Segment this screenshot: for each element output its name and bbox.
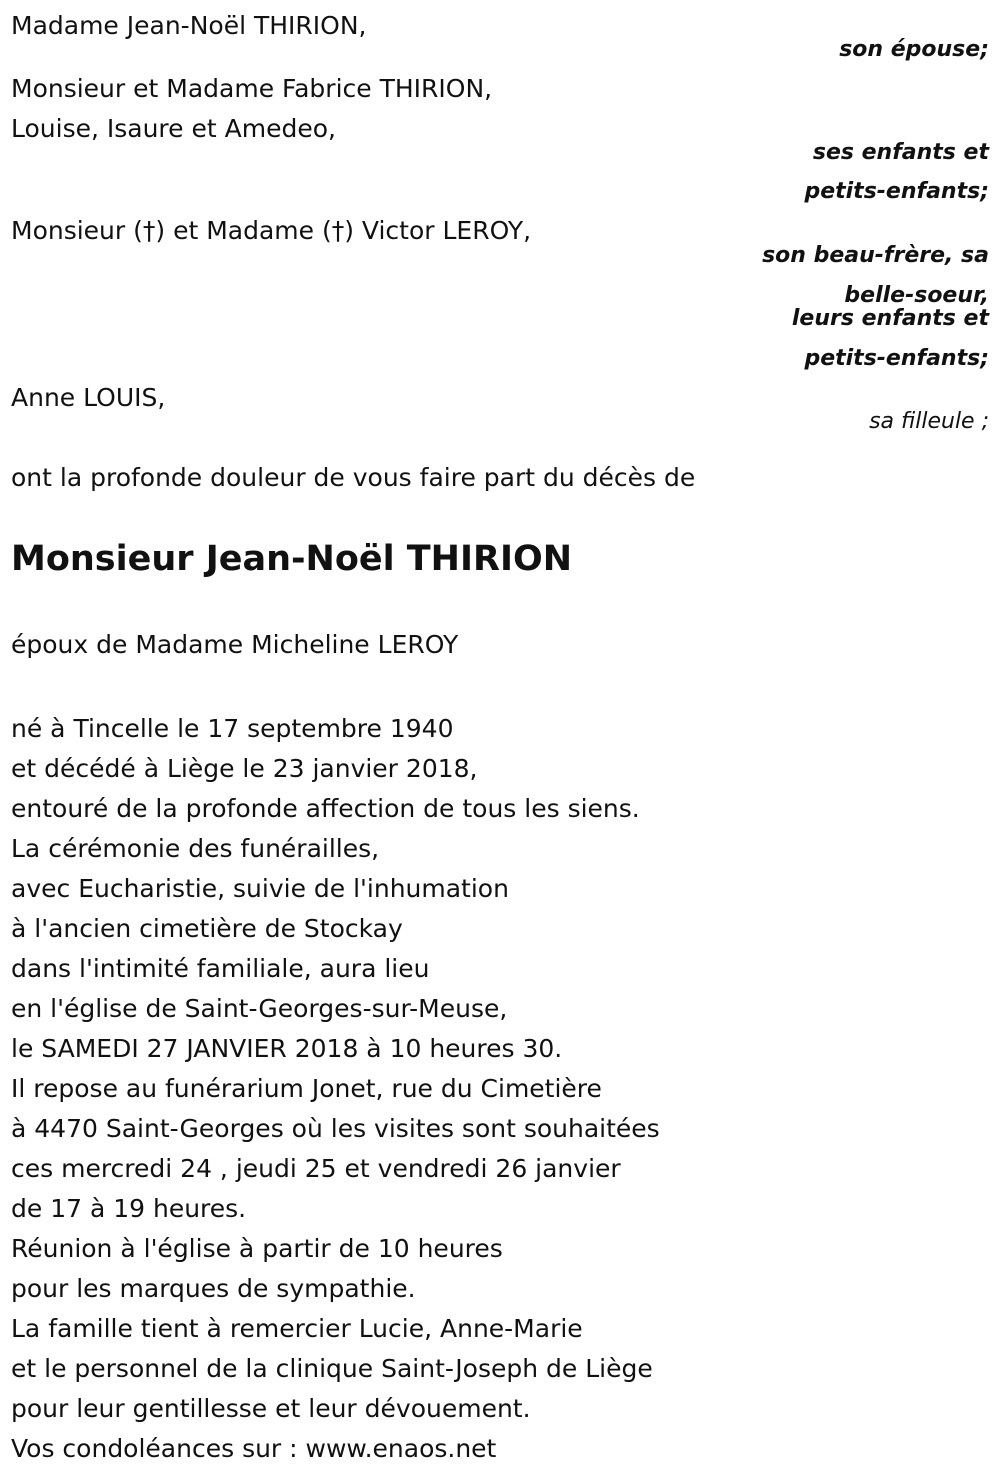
family-name-goddaughter: Anne LOUIS, xyxy=(11,383,166,412)
body-line: pour les marques de sympathie. xyxy=(11,1274,416,1303)
family-name-spouse: Madame Jean-Noël THIRION, xyxy=(11,11,367,40)
deceased-name: Monsieur Jean-Noël THIRION xyxy=(11,539,573,579)
body-line: avec Eucharistie, suivie de l'inhumation xyxy=(11,874,509,903)
body-line: Il repose au funérarium Jonet, rue du Cimetière xyxy=(11,1074,602,1103)
relation-spouse: son épouse; xyxy=(839,37,989,62)
relation-inlaws-3: leurs enfants et xyxy=(791,306,989,331)
body-line: et décédé à Liège le 23 janvier 2018, xyxy=(11,754,478,783)
body-line: en l'église de Saint-Georges-sur-Meuse, xyxy=(11,994,508,1023)
obituary-body xyxy=(11,709,660,1469)
body-line: entouré de la profonde affection de tous les siens. xyxy=(11,794,640,823)
condolences-line: Vos condoléances sur : www.enaos.net xyxy=(11,1434,497,1463)
body-line: à 4470 Saint-Georges où les visites sont souhaitées xyxy=(11,1114,660,1143)
announcement-text: ont la profonde douleur de vous faire part du décès de xyxy=(11,463,696,492)
body-line: de 17 à 19 heures. xyxy=(11,1194,247,1223)
spouse-line: époux de Madame Micheline LEROY xyxy=(11,630,459,659)
family-name-children-1: Monsieur et Madame Fabrice THIRION, xyxy=(11,74,493,103)
body-line: Réunion à l'église à partir de 10 heures xyxy=(11,1234,503,1263)
relation-inlaws-4: petits-enfants; xyxy=(804,346,989,371)
body-line: La cérémonie des funérailles, xyxy=(11,834,380,863)
body-line: et le personnel de la clinique Saint-Joseph de Liège xyxy=(11,1354,653,1383)
body-line: né à Tincelle le 17 septembre 1940 xyxy=(11,714,454,743)
family-name-inlaws: Monsieur (†) et Madame (†) Victor LEROY, xyxy=(11,216,532,245)
body-line: le SAMEDI 27 JANVIER 2018 à 10 heures 30. xyxy=(11,1034,563,1063)
family-name-children-2: Louise, Isaure et Amedeo, xyxy=(11,114,336,143)
body-line: ces mercredi 24 , jeudi 25 et vendredi 26 janvier xyxy=(11,1154,621,1183)
relation-goddaughter: sa filleule ; xyxy=(869,409,989,434)
body-line: à l'ancien cimetière de Stockay xyxy=(11,914,403,943)
body-line: La famille tient à remercier Lucie, Anne-Marie xyxy=(11,1314,583,1343)
relation-children-2: petits-enfants; xyxy=(804,179,989,204)
relation-inlaws-2: belle-soeur, xyxy=(844,283,989,308)
body-line: dans l'intimité familiale, aura lieu xyxy=(11,954,430,983)
body-line: pour leur gentillesse et leur dévouement. xyxy=(11,1394,531,1423)
relation-children-1: ses enfants et xyxy=(812,140,989,165)
relation-inlaws-1: son beau-frère, sa xyxy=(762,243,989,268)
